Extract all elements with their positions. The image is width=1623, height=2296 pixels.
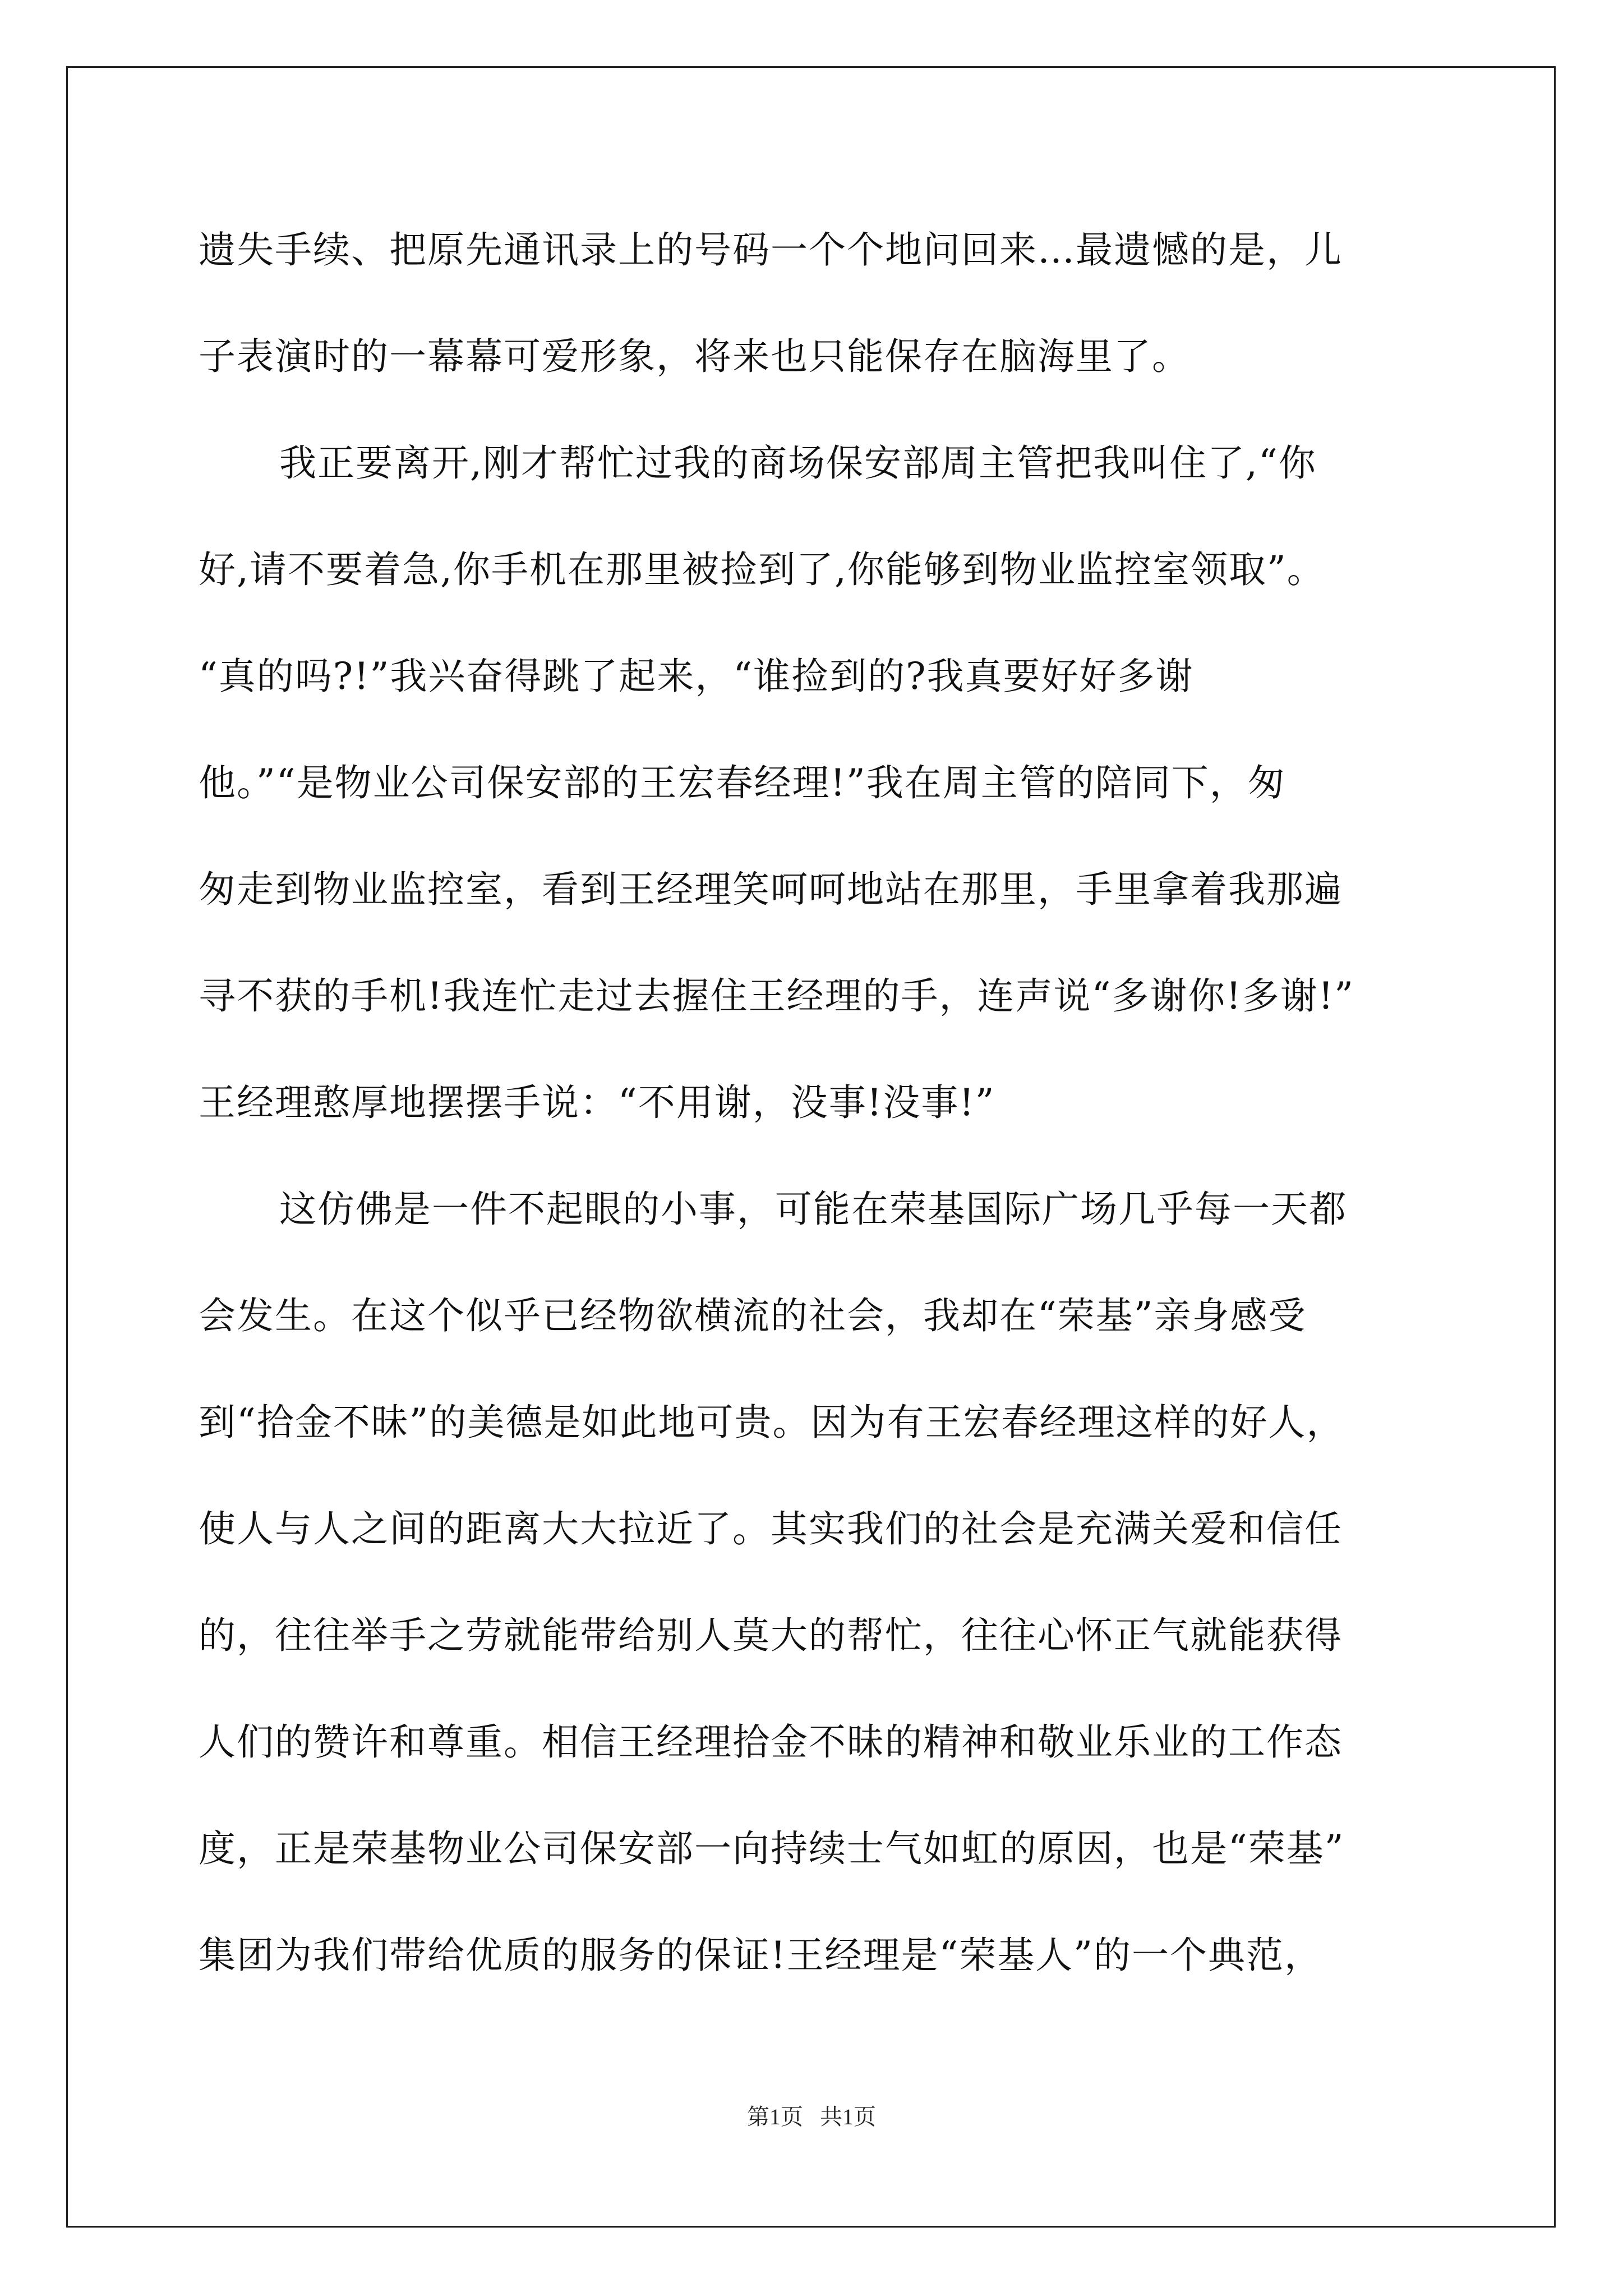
text-line: 集团为我们带给优质的服务的保证!王经理是“荣基人”的一个典范， [199,1934,1323,1977]
text-line: 匆走到物业监控室，看到王经理笑呵呵地站在那里，手里拿着我那遍 [199,868,1343,911]
text-line: 人们的赞许和尊重。相信王经理拾金不昧的精神和敬业乐业的工作态 [199,1720,1343,1764]
text-line: 遗失手续、把原先通讯录上的号码一个个地问回来…最遗憾的是，儿 [199,228,1343,272]
text-line: 度，正是荣基物业公司保安部一向持续士气如虹的原因，也是“荣基” [199,1827,1345,1870]
page-number-footer: 第1页 共1页 [747,2104,876,2129]
text-line: 王经理憨厚地摆摆手说：“不用谢，没事!没事!” [199,1081,995,1124]
text-line: 好,请不要着急,你手机在那里被捡到了,你能够到物业监控室领取”。 [199,548,1325,591]
text-line: “真的吗?!”我兴奋得跳了起来，“谁捡到的?我真要好好多谢 [199,655,1194,698]
text-line: 子表演时的一幕幕可爱形象，将来也只能保存在脑海里了。 [199,335,1190,378]
text-line: 会发生。在这个似乎已经物欲横流的社会，我却在“荣基”亲身感受 [199,1294,1307,1337]
text-line: 到“拾金不昧”的美德是如此地可贵。因为有王宏春经理这样的好人， [199,1401,1345,1444]
page-border [66,66,1556,2228]
text-line: 他。”“是物业公司保安部的王宏春经理!”我在周主管的陪同下，匆 [199,761,1286,804]
paragraph-start-line: 我正要离开,刚才帮忙过我的商场保安部周主管把我叫住了,“你 [279,441,1317,485]
text-line: 使人与人之间的距离大大拉近了。其实我们的社会是充满关爱和信任 [199,1507,1343,1550]
paragraph-start-line: 这仿佛是一件不起眼的小事，可能在荣基国际广场几乎每一天都 [279,1188,1347,1231]
text-line: 寻不获的手机!我连忙走过去握住王经理的手，连声说“多谢你!多谢!” [199,974,1355,1018]
text-line: 的，往往举手之劳就能带给别人莫大的帮忙，往往心怀正气就能获得 [199,1614,1343,1657]
